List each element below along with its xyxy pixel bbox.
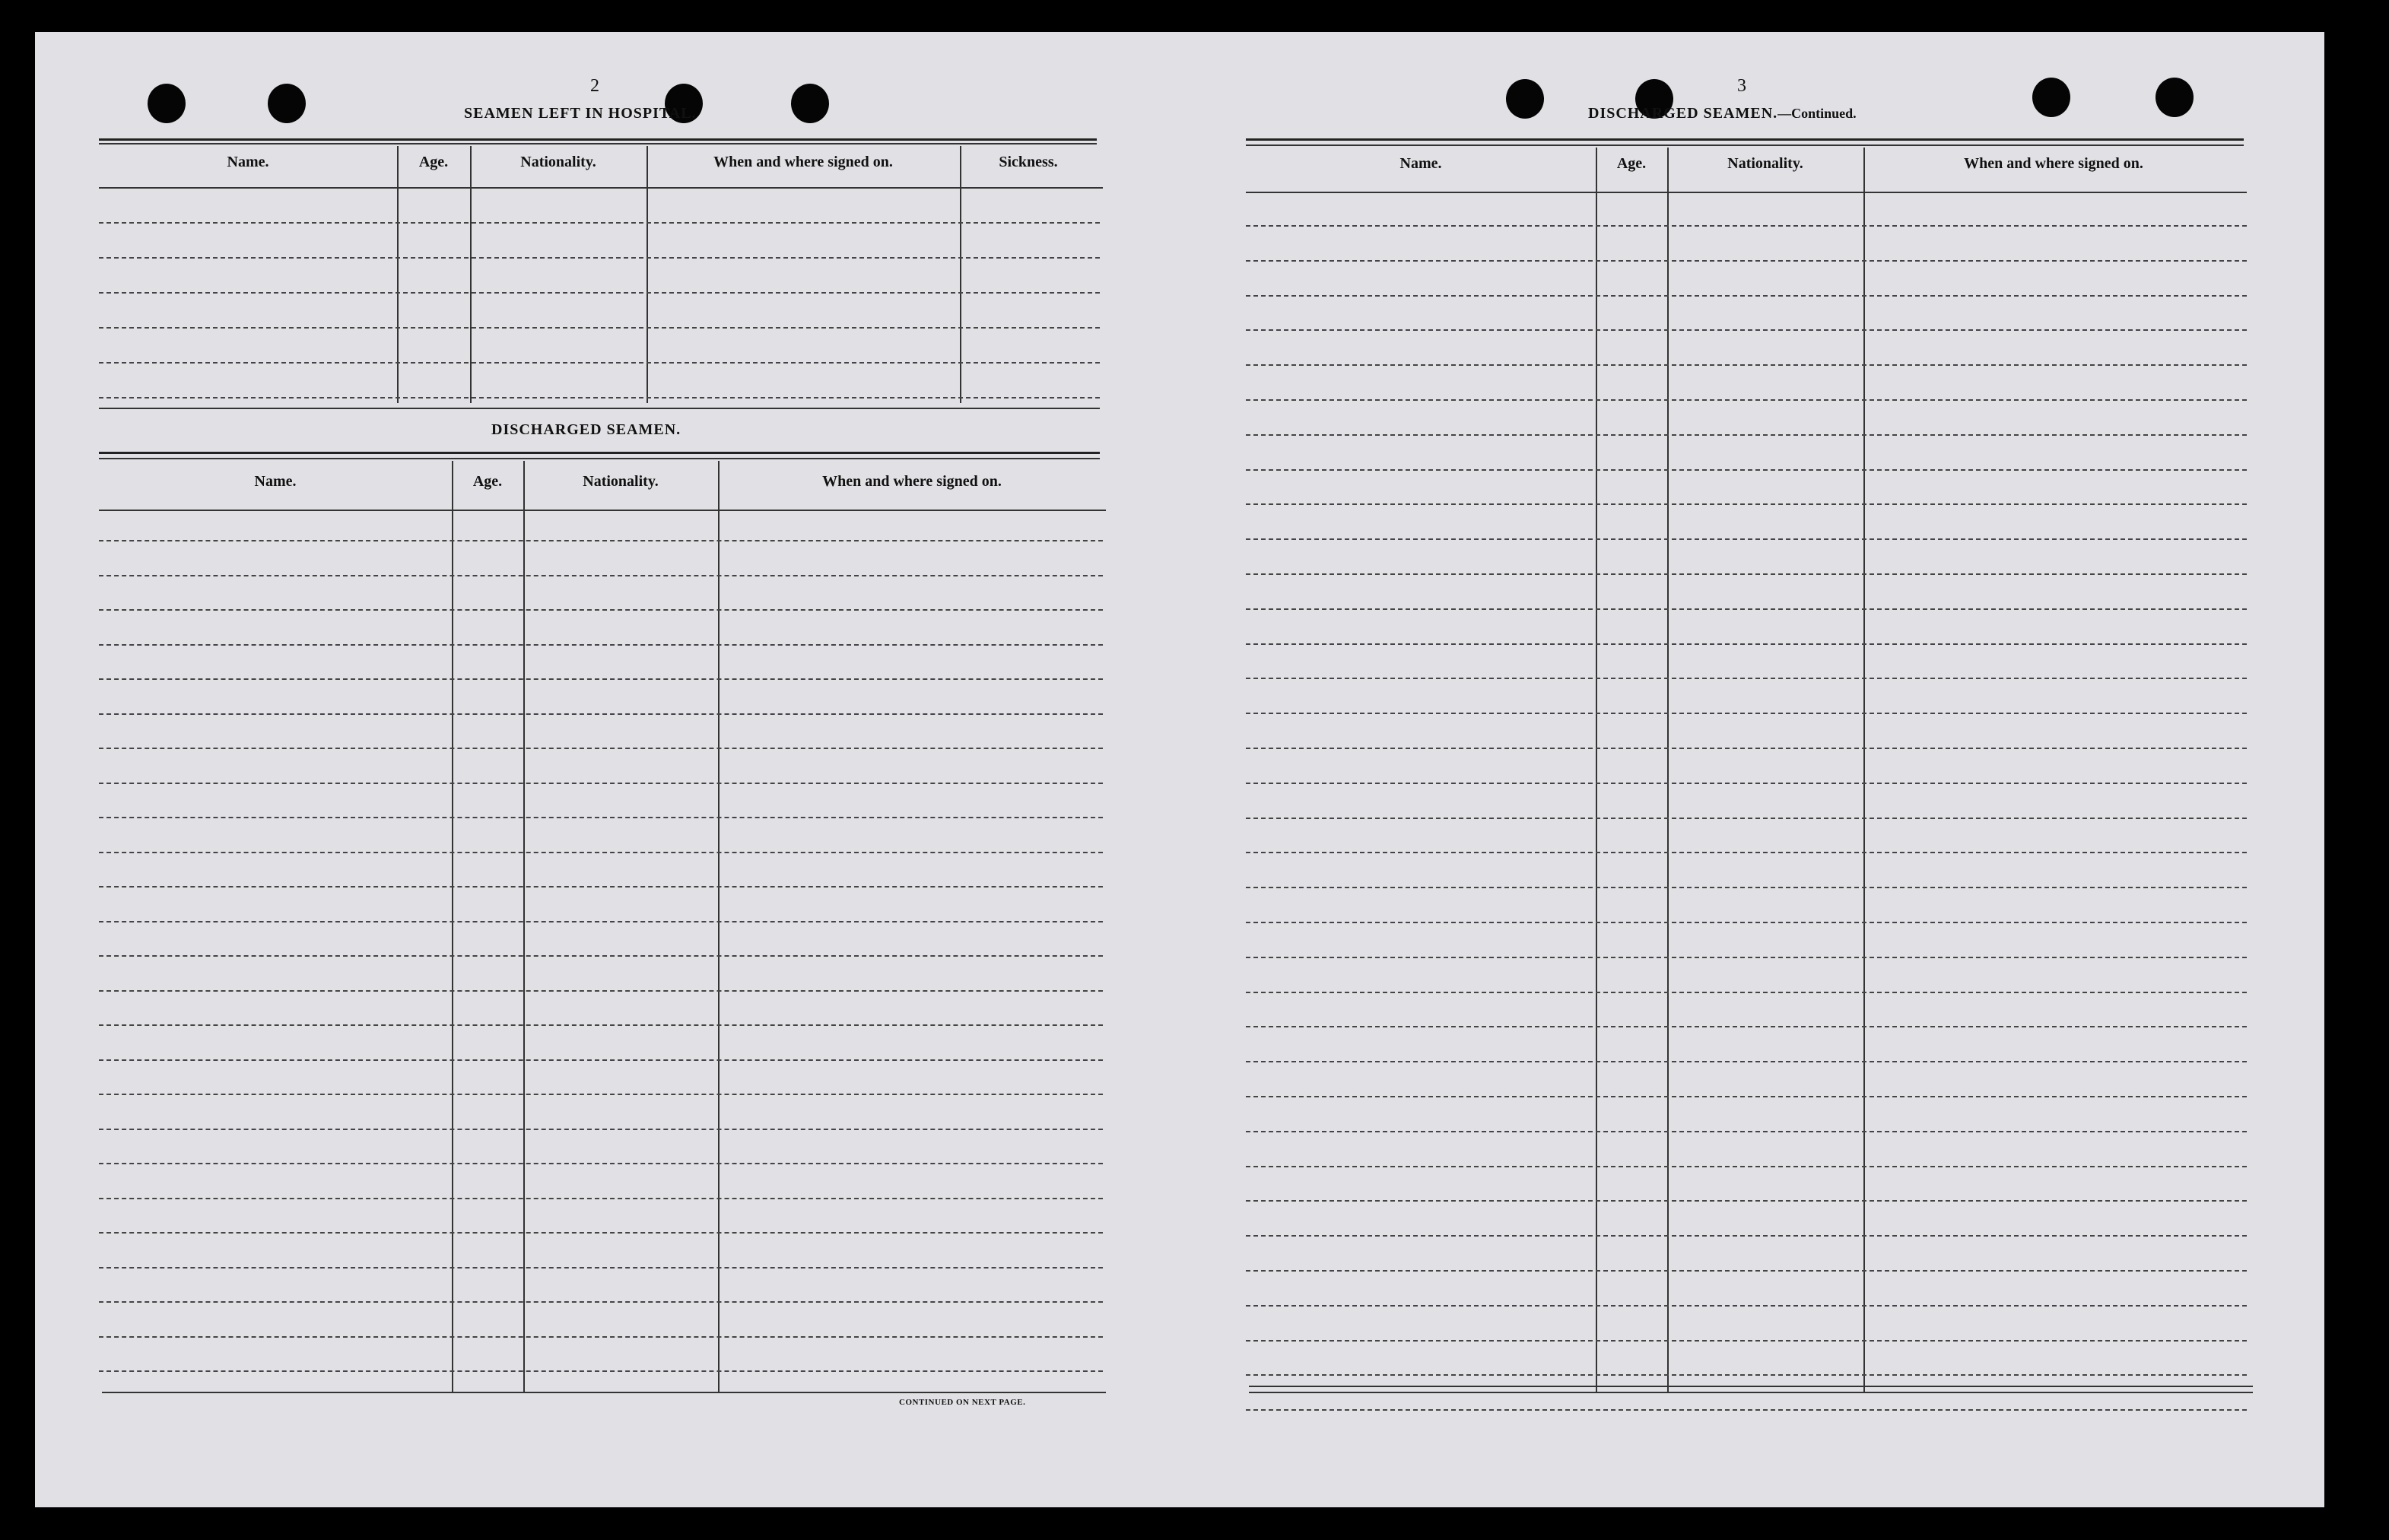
table-row xyxy=(1246,1270,2247,1272)
table-row xyxy=(99,1129,1103,1130)
table-row xyxy=(99,292,1100,294)
discharged-continued-title xyxy=(1588,105,1857,122)
page-number-left: 2 xyxy=(590,76,599,96)
table-row xyxy=(99,783,1103,784)
col-header-sickness: Sickness. xyxy=(999,154,1058,170)
table-row xyxy=(99,1059,1103,1061)
table-row xyxy=(1246,295,2247,297)
table-row xyxy=(99,1094,1103,1095)
table-row xyxy=(99,1198,1103,1199)
table-row xyxy=(1246,852,2247,853)
table-row xyxy=(1246,1061,2247,1062)
table-row xyxy=(1246,1409,2247,1411)
table-row xyxy=(99,1370,1103,1372)
table-row xyxy=(1246,1305,2247,1307)
table-row xyxy=(1246,434,2247,436)
punch-hole xyxy=(2156,78,2194,117)
continued-footnote: CONTINUED ON NEXT PAGE. xyxy=(899,1398,1026,1407)
table-row xyxy=(1246,1200,2247,1202)
table-row xyxy=(99,1232,1103,1234)
table-row xyxy=(1246,1340,2247,1342)
table-row xyxy=(1246,573,2247,575)
discharged-table-left xyxy=(99,452,1141,1440)
col-header-name: Name. xyxy=(1399,155,1442,172)
table-row xyxy=(1246,818,2247,819)
col-header-nationality: Nationality. xyxy=(520,154,596,170)
table-row xyxy=(1246,608,2247,610)
table-row xyxy=(1246,1374,2247,1376)
table-row xyxy=(99,362,1100,364)
table-row xyxy=(1246,922,2247,923)
table-row xyxy=(1246,1096,2247,1097)
table-row xyxy=(99,222,1100,224)
table-row xyxy=(1246,713,2247,714)
table-row xyxy=(1246,1235,2247,1237)
table-row xyxy=(99,990,1103,992)
punch-hole xyxy=(791,84,829,123)
table-row xyxy=(1246,225,2247,227)
table-row xyxy=(1246,957,2247,958)
discharged-section-title: DISCHARGED SEAMEN. xyxy=(491,421,681,438)
table-row xyxy=(1246,538,2247,540)
table-row xyxy=(99,1267,1103,1269)
col-header-signed-on: When and where signed on. xyxy=(822,473,1002,490)
hospital-table xyxy=(99,138,1133,443)
table-row xyxy=(99,327,1100,329)
col-header-age: Age. xyxy=(472,473,503,490)
col-header-name: Name. xyxy=(227,154,269,170)
col-header-nationality: Nationality. xyxy=(1727,155,1803,172)
table-row xyxy=(1246,643,2247,645)
table-row xyxy=(99,257,1100,259)
table-row xyxy=(1246,992,2247,993)
punch-hole xyxy=(2032,78,2070,117)
table-row xyxy=(1246,329,2247,331)
table-row xyxy=(1246,887,2247,888)
table-row xyxy=(99,540,1103,541)
col-header-age: Age. xyxy=(418,154,449,170)
discharged-title-main: DISCHARGED SEAMEN. xyxy=(1588,105,1778,122)
table-row xyxy=(99,397,1100,398)
table-row xyxy=(99,713,1103,715)
table-row xyxy=(1246,1166,2247,1167)
col-header-signed-on: When and where signed on. xyxy=(713,154,893,170)
table-row xyxy=(1246,1026,2247,1027)
table-row xyxy=(99,644,1103,646)
table-row xyxy=(99,852,1103,853)
discharged-title-suffix: —Continued. xyxy=(1777,106,1857,121)
table-row xyxy=(1246,1131,2247,1132)
table-row xyxy=(99,575,1103,576)
punch-hole xyxy=(1506,79,1544,119)
col-header-age: Age. xyxy=(1616,155,1647,172)
table-row xyxy=(1246,748,2247,749)
table-row xyxy=(99,1163,1103,1164)
table-row xyxy=(99,886,1103,887)
table-row xyxy=(1246,783,2247,784)
table-row xyxy=(1246,503,2247,505)
table-row xyxy=(99,1301,1103,1303)
col-header-name: Name. xyxy=(254,473,297,490)
table-row xyxy=(99,1024,1103,1026)
punch-hole xyxy=(268,84,306,123)
col-header-signed-on: When and where signed on. xyxy=(1964,155,2143,172)
table-row xyxy=(99,817,1103,818)
table-row xyxy=(99,748,1103,749)
table-row xyxy=(1246,260,2247,262)
table-row xyxy=(1246,364,2247,366)
table-row xyxy=(99,609,1103,611)
table-row xyxy=(99,955,1103,957)
table-row xyxy=(99,678,1103,680)
hospital-section-title: SEAMEN LEFT IN HOSPITAL. xyxy=(464,105,697,122)
table-row xyxy=(1246,678,2247,679)
table-row xyxy=(1246,469,2247,471)
col-header-nationality: Nationality. xyxy=(583,473,659,490)
ledger-sheet xyxy=(35,32,2324,1507)
table-row xyxy=(99,1336,1103,1338)
table-row xyxy=(1246,399,2247,401)
punch-hole xyxy=(148,84,186,123)
page-number-right: 3 xyxy=(1737,76,1746,96)
table-row xyxy=(99,921,1103,922)
discharged-table-right xyxy=(1246,138,2288,1431)
